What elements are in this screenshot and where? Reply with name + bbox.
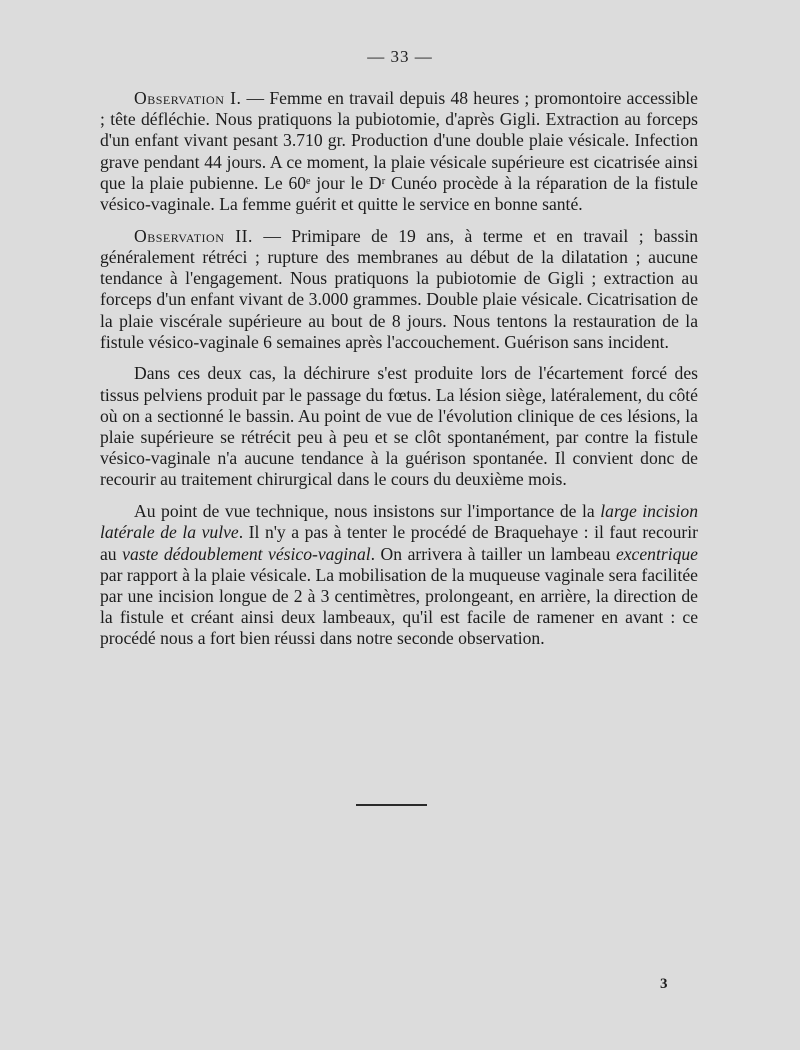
technique-emphasis-2: vaste dédoublement vésico-vaginal: [122, 543, 371, 564]
body-text: [100, 88, 698, 660]
paragraph-technique: [100, 501, 698, 649]
technique-text-3: . On arrivera à tailler un lambeau: [370, 543, 616, 564]
observation-2-text: — Primipare de 19 ans, à terme et en travail ; bassin généralement rétréci ; rupture des membranes au début de la dilatation ; aucune tendance à l'engagement. Nous pratiquons la pubiotomie de Gigli ; extraction au forceps d'un enfant vivant de 3.000 grammes. Double plaie vésicale. Cicatrisation de la plaie viscérale supérieure au bout de 8 jours. Nous tentons la restauration de la fistule vésico-vaginale 6 semaines après l'accouchement. Guérison sans incident.: [100, 225, 699, 352]
discussion-text: Dans ces deux cas, la déchirure s'est produite lors de l'écartement forcé des tissus pelviens produit par le passage du fœtus. La lésion siège, latéralement, du côté où on a sectionné le bassin. Au point de vue de l'évolution clinique de ces lésions, la plaie supérieure se rétrécit peu à peu et se clôt spontanément, par contre la fistule vésico-vaginale n'a aucune tendance à la guérison spontanée. Il convient donc de recourir au traitement chirurgical dans le cours du deuxième mois.: [100, 363, 698, 490]
observation-2-label: Observation II.: [134, 225, 253, 246]
technique-emphasis-1: large incision latérale de la vulve: [100, 501, 699, 543]
page-number: — 33 —: [367, 47, 433, 66]
observation-1-text: — Femme en travail depuis 48 heures ; promontoire accessible ; tête défléchie. Nous pratiquons la pubiotomie, d'après Gigli. Extraction au forceps d'un enfant vivant pesant 3.710 gr. Production d'une double plaie vésicale. Infection grave pendant 44 jours. A ce moment, la plaie vésicale supérieure est cicatrisée ainsi que la plaie pubienne. Le 60ᵉ jour le Dʳ Cunéo procède à la réparation de la fistule vésico-vaginale. La femme guérit et quitte le service en bonne santé.: [100, 88, 698, 215]
observation-1-label: Observation I.: [134, 88, 242, 108]
signature-mark: 3: [660, 976, 668, 992]
paragraph-discussion: [100, 363, 698, 490]
technique-text-4: par rapport à la plaie vésicale. La mobilisation de la muqueuse vaginale sera facilitée par une incision longue de 2 à 3 centimètres, prolongeant, en arrière, la direction de la fistule et créant ainsi deux lambeaux, qu'il est facile de ramener en avant : ce procédé nous a fort bien réussi dans notre seconde observation.: [100, 564, 698, 649]
paragraph-observation-2: [100, 226, 698, 353]
section-divider: [356, 804, 427, 806]
paragraph-observation-1: [100, 88, 698, 215]
technique-emphasis-3: excentrique: [615, 543, 698, 564]
technique-text-1: Au point de vue technique, nous insistons sur l'importance de la: [134, 501, 601, 522]
technique-text-2: . Il n'y a pas à tenter le procédé de Braquehaye : il faut recourir au: [100, 522, 698, 564]
